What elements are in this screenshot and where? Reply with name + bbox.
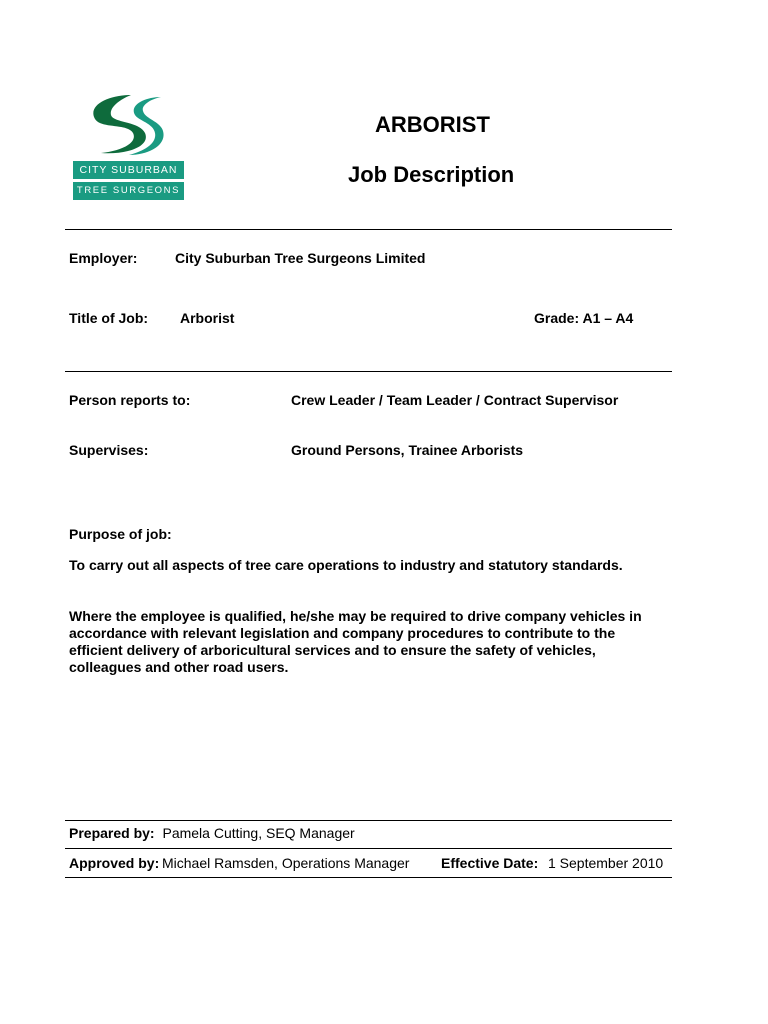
employer-label: Employer:: [69, 250, 138, 266]
supervises-label: Supervises:: [69, 442, 149, 458]
company-logo: [73, 93, 186, 203]
employer-value: City Suburban Tree Surgeons Limited: [175, 250, 426, 266]
page-subtitle: Job Description: [348, 162, 515, 187]
purpose-paragraph-1: To carry out all aspects of tree care operations to industry and statutory standards.: [69, 557, 623, 573]
job-title-value: Arborist: [180, 310, 235, 326]
effective-date-label: Effective Date:: [441, 855, 539, 871]
grade-value: Grade: A1 – A4: [534, 310, 634, 326]
purpose-paragraph-2: Where the employee is qualified, he/she may be required to drive company vehicles in accordance with relevant legislation and company procedures to contribute to the efficient delivery of arboricultural services and to ensure the safety of vehicles, colleagues and other road users.: [69, 608, 642, 675]
divider: [65, 820, 672, 821]
divider: [65, 229, 672, 230]
prepared-by-label: Prepared by:: [69, 825, 155, 841]
effective-date-value: 1 September 2010: [548, 855, 664, 871]
job-title-label: Title of Job:: [69, 310, 149, 326]
prepared-by-value: Pamela Cutting, SEQ Manager: [162, 825, 355, 841]
prepared-by-row: [69, 825, 355, 841]
divider: [65, 371, 672, 372]
reports-to-value: Crew Leader / Team Leader / Contract Supervisor: [291, 392, 619, 408]
reports-to-label: Person reports to:: [69, 392, 191, 408]
approved-by-value: Michael Ramsden, Operations Manager: [162, 855, 410, 871]
approved-by-label: Approved by:: [69, 855, 160, 871]
purpose-heading: Purpose of job:: [69, 526, 172, 542]
page-title: ARBORIST: [375, 112, 490, 137]
logo-line-1: CITY SUBURBAN: [73, 161, 184, 179]
divider: [65, 877, 672, 878]
supervises-value: Ground Persons, Trainee Arborists: [291, 442, 524, 458]
logo-swoosh-icon: [81, 93, 171, 158]
logo-line-2: TREE SURGEONS: [73, 182, 184, 200]
divider: [65, 848, 672, 849]
